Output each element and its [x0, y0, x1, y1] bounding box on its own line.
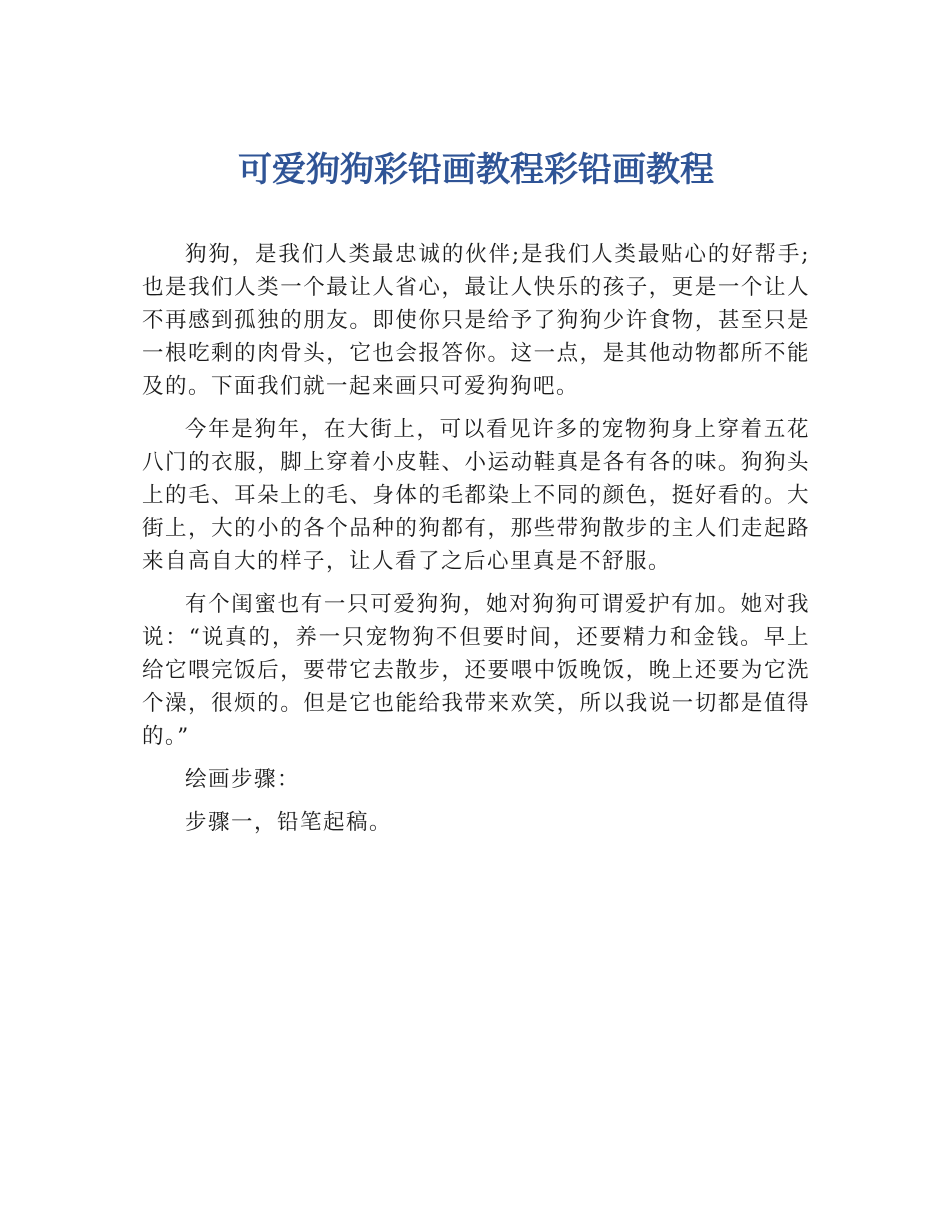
paragraph-step-one: 步骤一，铅笔起稿。 — [185, 810, 393, 835]
document-title: 可爱狗狗彩铅画教程彩铅画教程 — [238, 150, 714, 190]
paragraph-steps-heading: 绘画步骤： — [185, 767, 301, 792]
paragraph-friend-quote: 有个闺蜜也有一只可爱狗狗，她对狗狗可谓爱护有加。她对我说：“说真的，养一只宠物狗不但要时间，还要精力和金钱。早上给它喂完饭后，要带它去散步，还要喂中饭晚饭，晚上还要为它洗个澡，很烦的。但是它也能给我带来欢笑，所以我说一切都是值得的。” — [142, 592, 810, 749]
document-body — [142, 238, 810, 839]
paragraph-street-dogs: 今年是狗年，在大街上，可以看见许多的宠物狗身上穿着五花八门的衣服，脚上穿着小皮鞋、小运动鞋真是各有各的味。狗狗头上的毛、耳朵上的毛、身体的毛都染上不同的颜色，挺好看的。大街上，大的小的各个品种的狗都有，那些带狗散步的主人们走起路来自高自大的样子，让人看了之后心里真是不舒服。 — [142, 417, 810, 574]
paragraph-intro: 狗狗，是我们人类最忠诚的伙伴;是我们人类最贴心的好帮手;也是我们人类一个最让人省心，最让人快乐的孩子，更是一个让人不再感到孤独的朋友。即使你只是给予了狗狗少许食物，甚至只是一根吃剩的肉骨头，它也会报答你。这一点，是其他动物都所不能及的。下面我们就一起来画只可爱狗狗吧。 — [142, 242, 810, 399]
